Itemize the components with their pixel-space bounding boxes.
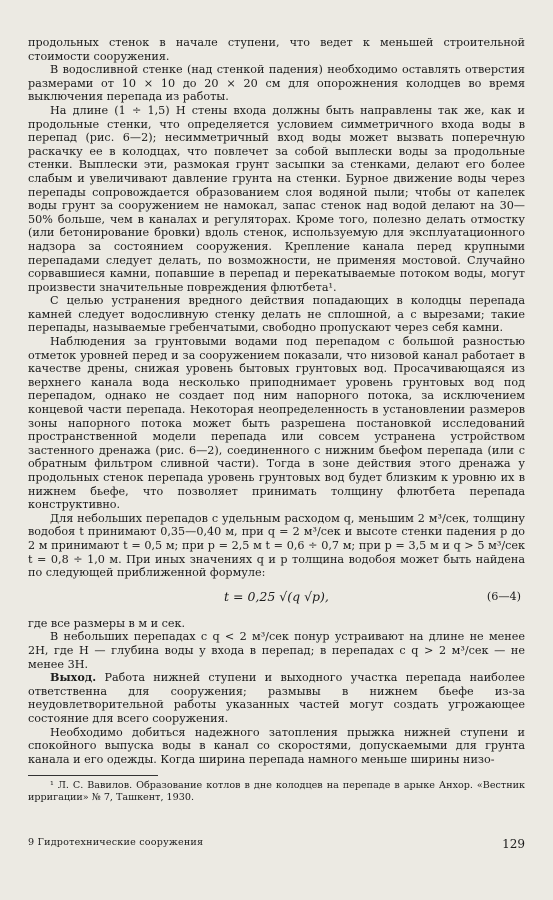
printer-signature: 9 Гидротехнические сооружения: [28, 837, 204, 848]
footnote: ¹ Л. С. Вавилов. Образование котлов в дне колодцев на перепаде в арыке Анхор. «Вестник ирригации» № 7, Ташкент, 1930.: [28, 780, 525, 804]
paragraph: Для небольших перепадов с удельным расходом q, меньшим 2 м³/сек, толщину водобоя t принимают 0,35—0,40 м, при q = 2 м³/сек и высоте стенки падения p до 2 м принимают t = 0,5 м; при p = 2,5 м t = 0,6 ÷ 0,7 м; при p = 3,5 м и q > 5 м³/сек t = 0,8 ÷ 1,0 м. При иных значениях q и p толщина водобоя может быть найдена по следующей приближенной формуле:: [28, 511, 525, 580]
formula-6-4: [28, 582, 525, 616]
footnote-divider: [28, 775, 158, 776]
paragraph: На длине (1 ÷ 1,5) H стены входа должны быть направлены так же, как и продольные стенки, что определяется условием симметричного входа воды в перепад (рис. 6—2); несимметричный вход воды может вызвать поперечную раскачку ее в колодцах, что повлечет за собой выплески воды за продольные стенки. Выплески эти, размокая грунт засыпки за стенками, делают его более слабым и увеличивают давление грунта на стенки. Бурное движение воды через перепады сопровождается образованием слоя водяной пыли; чтобы от капелек воды грунт за сооружением не намокал, запас стенок над водой делают на 30—50% больше, чем в каналах и регуляторах. Кроме того, полезно делать отмостку (или бетонирование бровки) вдоль стенок, используемую для эксплуатационного надзора за состоянием сооружения. Крепление канала перед крупными перепадами следует делать, по возможности, не применяя мостовой. Случайно сорвавшиеся камни, попавшие в перепад и перекатываемые потоком воды, могут произвести значительные повреждения флютбета¹.: [28, 103, 525, 294]
paragraph: Необходимо добиться надежного затопления прыжка нижней ступени и спокойного выпуска воды в канал со скоростями, допускаемыми для грунта канала и его одежды. Когда ширина перепада намного меньше ширины низо-: [28, 725, 525, 766]
paragraph: В водосливной стенке (над стенкой падения) необходимо оставлять отверстия размерами от 10 × 10 до 20 × 20 см для опорожнения колодцев во время выключения перепада из работы.: [28, 63, 525, 104]
paragraph: В небольших перепадах с q < 2 м³/сек понур устраивают на длине не менее 2H, где H — глубина воды у входа в перепад; в перепадах с q > 2 м³/сек — не менее 3H.: [28, 630, 525, 671]
formula-explanation: где все размеры в м и сек.: [28, 616, 186, 630]
body-text: [28, 36, 525, 766]
paragraph-exit: [28, 671, 525, 725]
paragraph: продольных стенок в начале ступени, что ведет к меньшей строительной стоимости сооружения.: [28, 36, 525, 63]
page-number: 129: [502, 837, 525, 851]
section-heading-exit: Выход.: [50, 670, 97, 685]
paragraph: С целью устранения вредного действия попадающих в колодцы перепада камней следует водосливную стенку делать не сплошной, а с вырезами; такие перепады, называемые гребенчатыми, свободно пропускают через себя камни.: [28, 294, 525, 335]
formula-number: (6—4): [486, 589, 521, 603]
paragraph: Наблюдения за грунтовыми водами под перепадом с большой разностью отметок уровней перед и за сооружением показали, что низовой канал работает в качестве дрены, снижая уровень бытовых грунтовых вод. Просачивающаяся из верхнего канала вода несколько приподнимает уровень грунтовых вод под перепадом, однако не создает под ним напорного потока, за исключением концевой части перепада. Некоторая неопределенность в установлении размеров зоны напорного потока может быть разрешена постановкой исследований пространственной модели перепада или совсем устранена устройством застенного дренажа (рис. 6—2), соединенного с нижним бьефом перепада (или с обратным фильтром сливной части). Тогда в зоне действия этого дренажа у продольных стенок перепада уровень грунтовых вод будет близким к уровню их в нижнем бьефе, что позволяет принимать толщину флютбета перепада конструктивно.: [28, 335, 525, 512]
page-footer: [28, 837, 525, 851]
formula-expression: t = 0,25 √(q √p),: [224, 588, 329, 604]
exit-text: Работа нижней ступени и выходного участка перепада наиболее ответственна для сооружения; размывы в нижнем бьефе из-за неудовлетворительной работы указанных частей могут создать угрожающее состояние для всего сооружения.: [28, 671, 525, 725]
